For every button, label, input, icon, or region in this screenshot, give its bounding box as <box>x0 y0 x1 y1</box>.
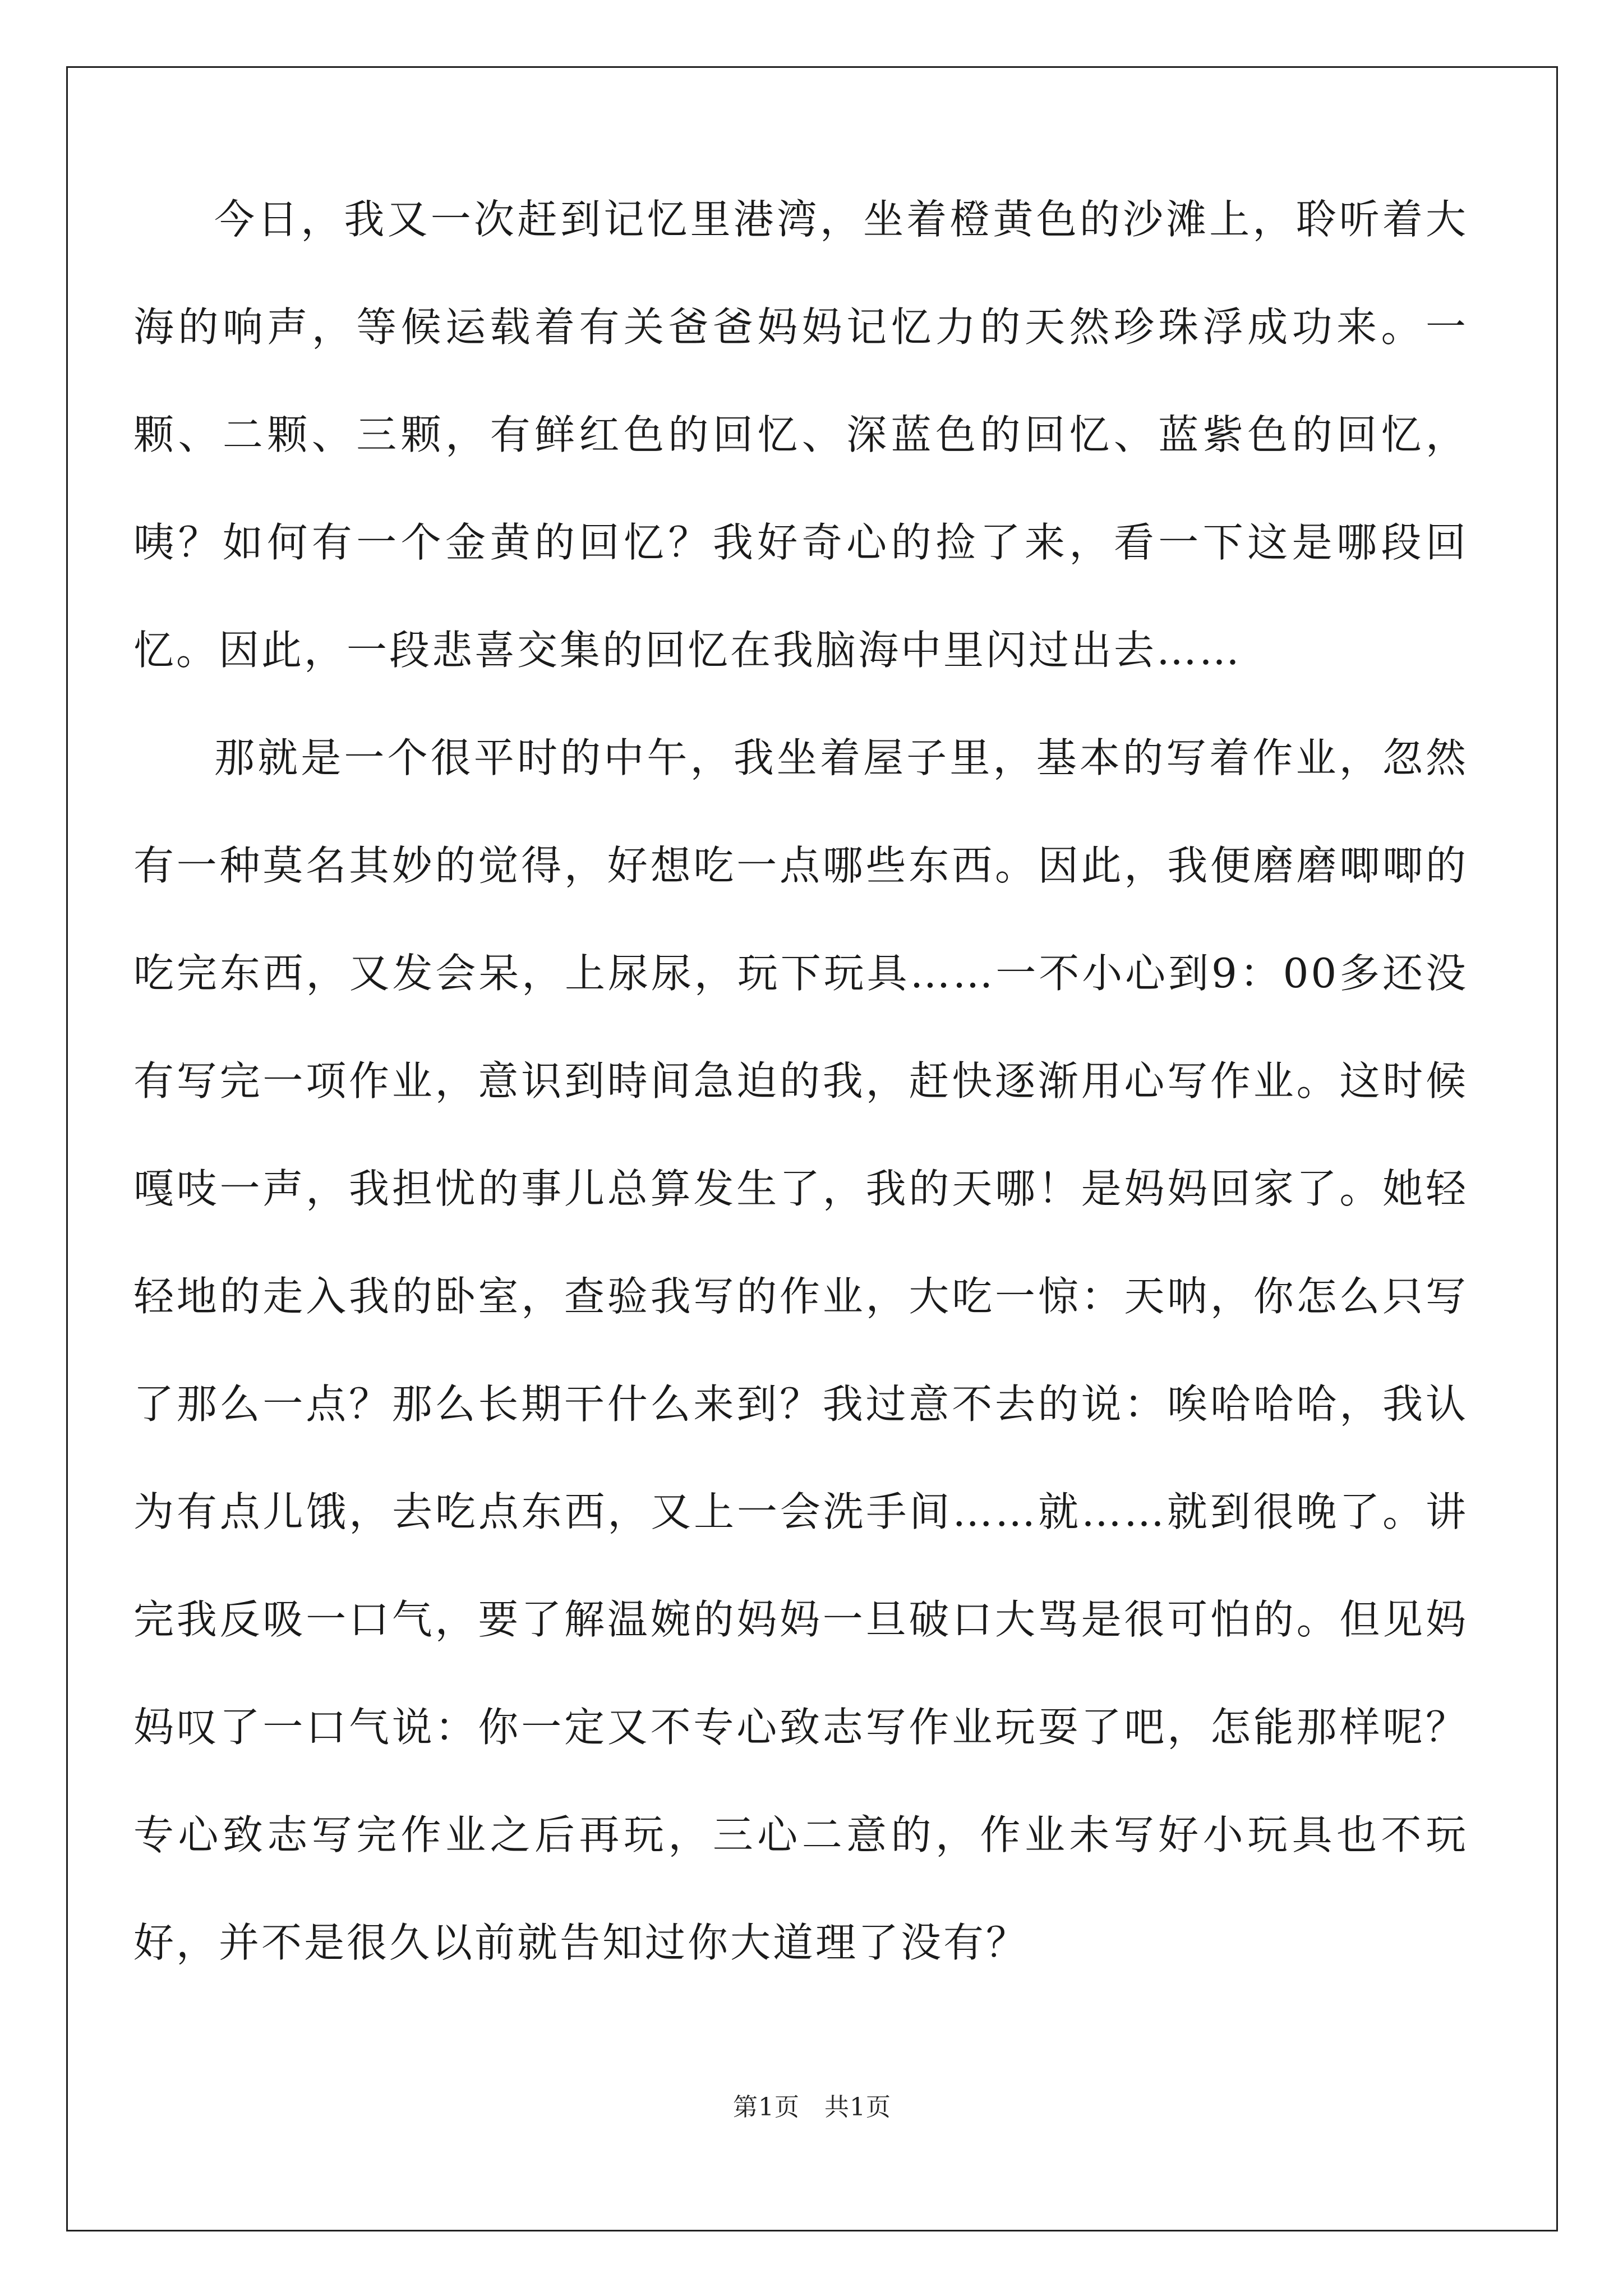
page-number: 第1页 <box>733 2093 800 2122</box>
document-body <box>133 165 1468 1996</box>
page-total: 共1页 <box>824 2093 891 2122</box>
paragraph-1: 今日，我又一次赶到记忆里港湾，坐着橙黄色的沙滩上，聆听着大海的响声，等候运载着有关爸爸妈妈记忆力的天然珍珠浮成功来。一颗、二颗、三颗，有鲜红色的回忆、深蓝色的回忆、蓝紫色的回忆，咦？如何有一个金黄的回忆？我好奇心的捡了来，看一下这是哪段回忆。因此，一段悲喜交集的回忆在我脑海中里闪过出去…… <box>133 196 1468 674</box>
page-footer <box>66 2087 1558 2123</box>
paragraph-2: 那就是一个很平时的中午，我坐着屋子里，基本的写着作业，忽然有一种莫名其妙的觉得，好想吃一点哪些东西。因此，我便磨磨唧唧的吃完东西，又发会呆，上尿尿，玩下玩具……一不小心到9：00多还没有写完一项作业，意识到時间急迫的我，赶快逐渐用心写作业。这时候嘎吱一声，我担忧的事儿总算发生了，我的天哪！是妈妈回家了。她轻轻地的走入我的卧室，查验我写的作业，大吃一惊：天呐，你怎么只写了那么一点？那么长期干什么来到？我过意不去的说：唉哈哈哈，我认为有点儿饿，去吃点东西，又上一会洗手间……就……就到很晚了。讲完我反吸一口气，要了解温婉的妈妈一旦破口大骂是很可怕的。但见妈妈叹了一口气说：你一定又不专心致志写作业玩耍了吧，怎能那样呢？专心致志写完作业之后再玩，三心二意的，作业未写好小玩具也不玩好，并不是很久以前就告知过你大道理了没有？ <box>133 734 1468 1966</box>
